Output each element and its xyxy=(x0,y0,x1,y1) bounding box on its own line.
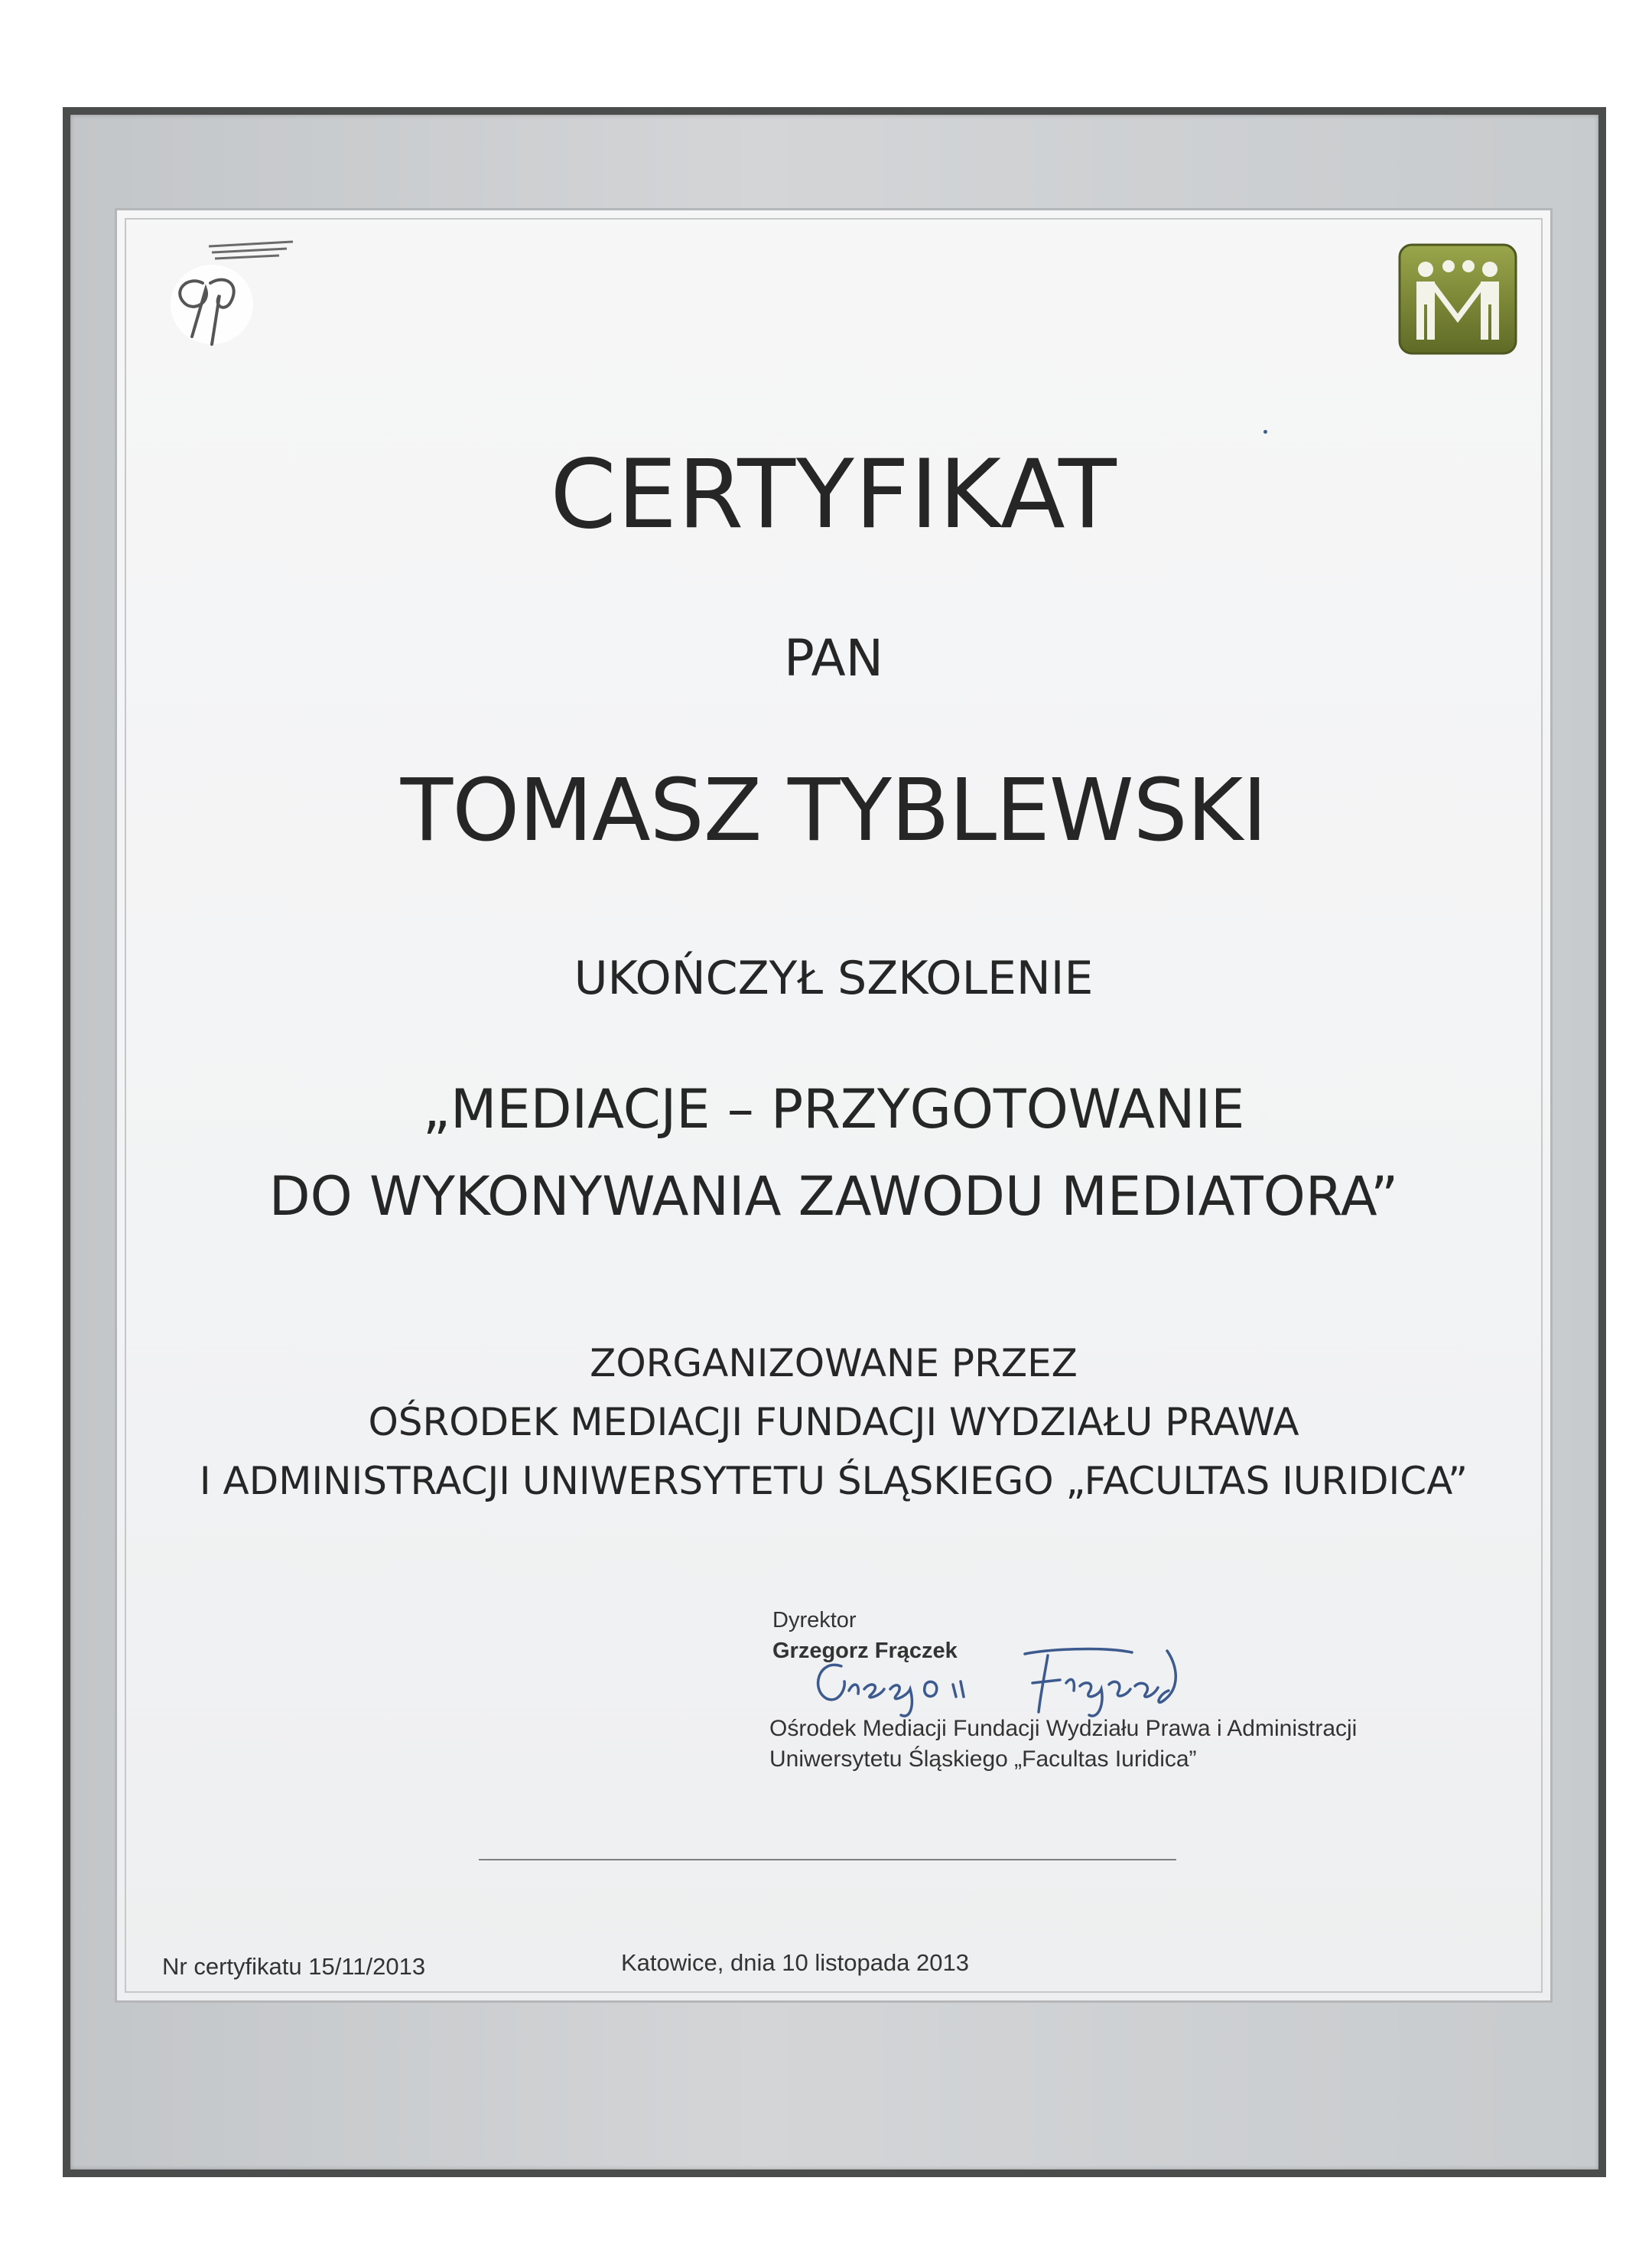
foundation-monogram-logo-icon xyxy=(157,229,294,360)
salutation: PAN xyxy=(783,629,884,688)
certificate-number: Nr certyfikatu 15/11/2013 xyxy=(162,1953,426,1980)
signatory-role: Dyrektor xyxy=(772,1608,857,1632)
course-title xyxy=(115,1066,1553,1240)
organizer-line-2: I ADMINISTRACJI UNIWERSYTETU ŚLĄSKIEGO „FACULTAS IURIDICA” xyxy=(199,1459,1468,1503)
organizer-block xyxy=(115,1334,1553,1511)
signatory-organization-line-2: Uniwersytetu Śląskiego „Facultas Iuridica” xyxy=(769,1746,1197,1772)
signatory-organization-line-1: Ośrodek Mediacji Fundacji Wydziału Prawa i Administracji xyxy=(769,1716,1358,1741)
signatory-organization xyxy=(769,1714,1357,1775)
mediation-center-logo-icon xyxy=(1398,243,1517,355)
recipient-name: TOMASZ TYBLEWSKI xyxy=(400,761,1267,861)
scan-speck xyxy=(1263,430,1267,434)
completed-label: UKOŃCZYŁ SZKOLENIE xyxy=(574,952,1094,1005)
organizer-line-1: OŚRODEK MEDIACJI FUNDACJI WYDZIAŁU PRAWA xyxy=(368,1400,1299,1444)
certificate-title: CERTYFIKAT xyxy=(550,440,1117,550)
organized-by-label: ZORGANIZOWANE PRZEZ xyxy=(590,1341,1078,1385)
course-title-line-2: DO WYKONYWANIA ZAWODU MEDIATORA” xyxy=(268,1165,1399,1228)
signatory-name: Grzegorz Frączek xyxy=(772,1639,958,1663)
place-and-date: Katowice, dnia 10 listopada 2013 xyxy=(621,1949,969,1976)
course-title-line-1: „MEDIACJE – PRZYGOTOWANIE xyxy=(422,1078,1245,1141)
signature-rule xyxy=(479,1859,1176,1860)
